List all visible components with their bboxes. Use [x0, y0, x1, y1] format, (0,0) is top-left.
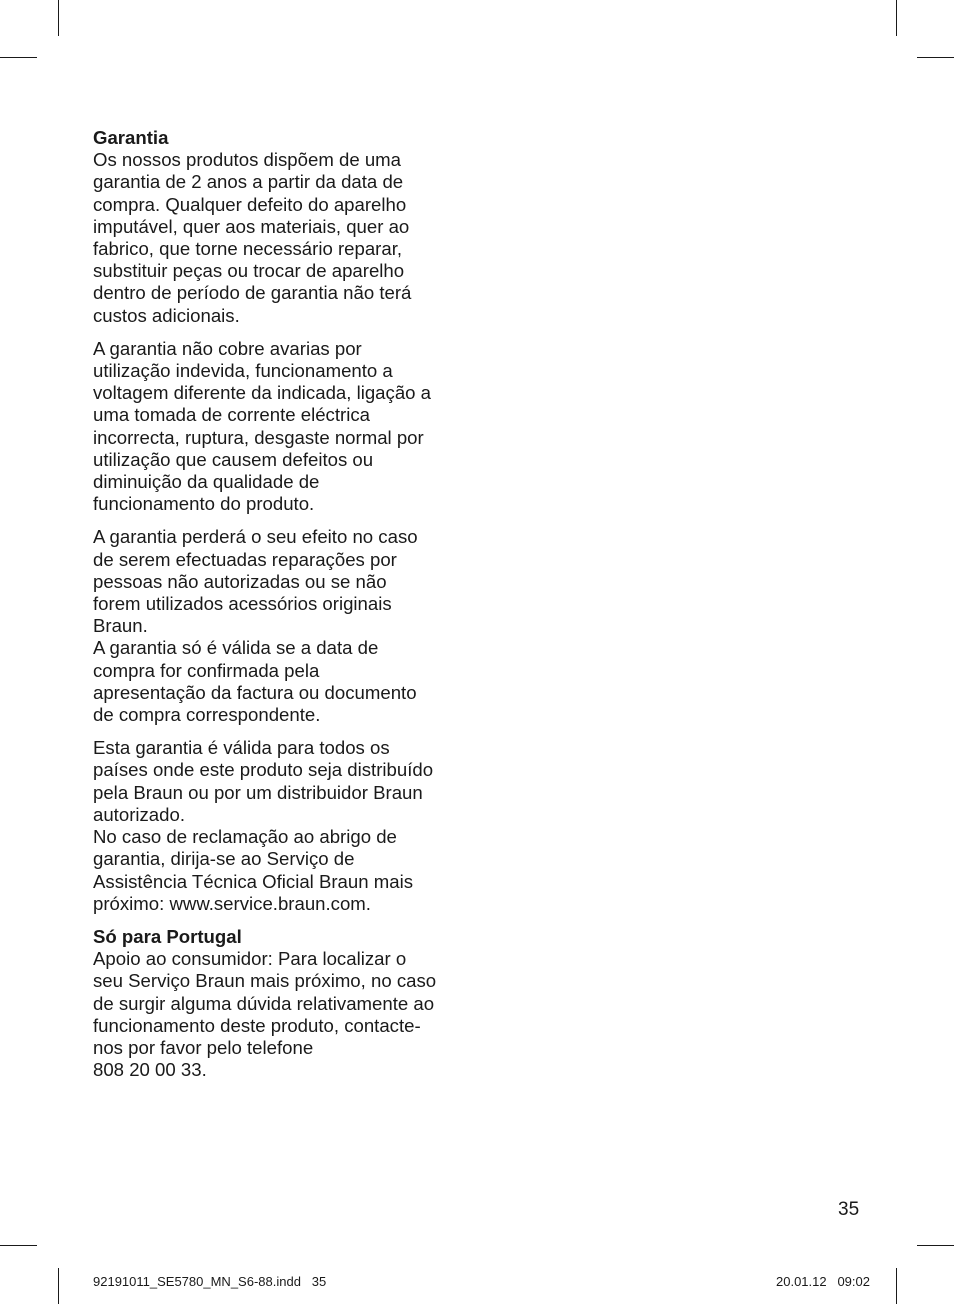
text-line: garantia, dirija-se ao Serviço de	[93, 848, 355, 870]
text-line: utilização que causem defeitos ou	[93, 448, 374, 470]
text-line: de surgir alguma dúvida relativamente ao	[93, 992, 435, 1014]
text-line: pela Braun ou por um distribuidor Braun	[93, 781, 423, 803]
text-line: garantia de 2 anos a partir da data de	[93, 171, 404, 193]
crop-mark-bottom-left-vertical	[58, 1268, 59, 1304]
text-line: A garantia perderá o seu efeito no caso	[93, 526, 418, 548]
text-line: No caso de reclamação ao abrigo de	[93, 826, 397, 848]
text-line: funcionamento do produto.	[93, 493, 315, 515]
section-validity	[93, 526, 473, 726]
text-line: de compra correspondente.	[93, 704, 321, 726]
text-line: países onde este produto seja distribuído	[93, 759, 434, 781]
section-countries	[93, 737, 473, 915]
text-line: Apoio ao consumidor: Para localizar o	[93, 948, 407, 970]
text-line: seu Serviço Braun mais próximo, no caso	[93, 970, 437, 992]
crop-mark-top-left-horizontal	[0, 57, 37, 58]
crop-mark-bottom-right-vertical	[896, 1268, 897, 1304]
footer-file-info: 92191011_SE5780_MN_S6-88.indd 35	[93, 1274, 327, 1289]
text-line: Esta garantia é válida para todos os	[93, 737, 390, 759]
crop-mark-bottom-right-horizontal	[917, 1245, 954, 1246]
text-line: uma tomada de corrente eléctrica	[93, 404, 370, 426]
crop-mark-top-right-horizontal	[917, 57, 954, 58]
text-line: autorizado.	[93, 803, 185, 825]
text-line: nos por favor pelo telefone	[93, 1036, 314, 1058]
text-line: dentro de período de garantia não terá	[93, 282, 412, 304]
text-line: custos adicionais.	[93, 304, 240, 326]
text-line: voltagem diferente da indicada, ligação a	[93, 382, 432, 404]
page-number: 35	[838, 1199, 860, 1220]
text-line: forem utilizados acessórios originais	[93, 593, 392, 615]
text-line: A garantia não cobre avarias por	[93, 337, 362, 359]
footer-date-time: 20.01.12 09:02	[776, 1274, 870, 1289]
warranty-text-column	[93, 127, 473, 1092]
text-line: utilização indevida, funcionamento a	[93, 360, 393, 382]
text-line: funcionamento deste produto, contacte-	[93, 1014, 421, 1036]
text-line: próximo: www.service.braun.com.	[93, 892, 371, 914]
text-line: Assistência Técnica Oficial Braun mais	[93, 870, 414, 892]
text-line: diminuição da qualidade de	[93, 471, 320, 493]
section-portugal	[93, 926, 473, 1081]
section-garantia	[93, 127, 473, 327]
phone-number: 808 20 00 33.	[93, 1059, 207, 1081]
text-line: pessoas não autorizadas ou se não	[93, 570, 387, 592]
section-exclusions	[93, 338, 473, 516]
section-heading: Garantia	[93, 127, 169, 148]
text-line: substituir peças ou trocar de aparelho	[93, 260, 405, 282]
text-line: imputável, quer aos materiais, quer ao	[93, 215, 410, 237]
section-heading: Só para Portugal	[93, 925, 242, 947]
text-line: apresentação da factura ou documento	[93, 681, 417, 703]
crop-mark-top-left-vertical	[58, 0, 59, 36]
text-line: Braun.	[93, 615, 148, 637]
crop-mark-bottom-left-horizontal	[0, 1245, 37, 1246]
text-line: incorrecta, ruptura, desgaste normal por	[93, 426, 424, 448]
text-line: fabrico, que torne necessário reparar,	[93, 238, 403, 260]
text-line: Os nossos produtos dispõem de uma	[93, 149, 401, 171]
text-line: compra. Qualquer defeito do aparelho	[93, 193, 407, 215]
text-line: compra for confirmada pela	[93, 659, 320, 681]
text-line: A garantia só é válida se a data de	[93, 637, 379, 659]
crop-mark-top-right-vertical	[896, 0, 897, 36]
text-line: de serem efectuadas reparações por	[93, 548, 397, 570]
